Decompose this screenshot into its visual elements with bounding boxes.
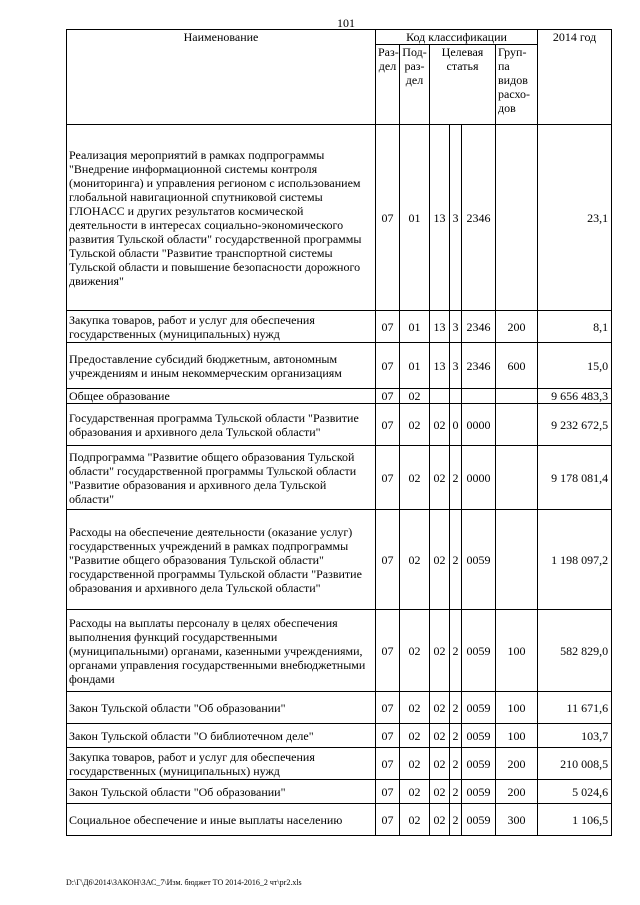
table-row — [67, 125, 612, 311]
cell-c2: 3 — [450, 125, 462, 311]
cell-c1: 02 — [430, 446, 450, 510]
cell-c1: 13 — [430, 125, 450, 311]
cell-rz: 07 — [376, 804, 400, 836]
cell-name: Расходы на обеспечение деятельности (оказание услуг) государственных учреждений в рамках подпрограммы "Развитие общего образования Тульской области" государственной программы Тульской области "Развитие образования и архивного дела Тульской области" — [67, 510, 376, 610]
cell-name: Подпрограмма "Развитие общего образования Тульской области" государственной программы Тульской области "Развитие образования и архивного дела Тульской области" — [67, 446, 376, 510]
header-target: Целевая статья — [430, 45, 496, 125]
cell-name: Государственная программа Тульской области "Развитие образования и архивного дела Тульской области" — [67, 404, 376, 446]
cell-c3: 0000 — [462, 446, 496, 510]
cell-sum: 23,1 — [538, 125, 612, 311]
cell-pr: 02 — [400, 692, 430, 724]
cell-vr — [496, 404, 538, 446]
table-row — [67, 724, 612, 748]
cell-vr — [496, 510, 538, 610]
cell-c2: 2 — [450, 780, 462, 804]
cell-c3 — [462, 389, 496, 404]
cell-rz: 07 — [376, 311, 400, 343]
cell-sum: 9 178 081,4 — [538, 446, 612, 510]
cell-c1: 13 — [430, 343, 450, 389]
cell-vr: 100 — [496, 692, 538, 724]
cell-c3: 0059 — [462, 748, 496, 780]
cell-name: Закон Тульской области "Об образовании" — [67, 780, 376, 804]
cell-c1: 02 — [430, 780, 450, 804]
cell-vr: 200 — [496, 780, 538, 804]
cell-c2: 2 — [450, 692, 462, 724]
cell-sum: 103,7 — [538, 724, 612, 748]
table-row — [67, 343, 612, 389]
cell-vr — [496, 446, 538, 510]
cell-vr: 200 — [496, 748, 538, 780]
cell-rz: 07 — [376, 610, 400, 692]
cell-sum: 5 024,6 — [538, 780, 612, 804]
cell-sum: 210 008,5 — [538, 748, 612, 780]
cell-rz: 07 — [376, 724, 400, 748]
cell-vr: 100 — [496, 724, 538, 748]
cell-sum: 1 198 097,2 — [538, 510, 612, 610]
cell-sum: 11 671,6 — [538, 692, 612, 724]
cell-c3: 2346 — [462, 311, 496, 343]
cell-c3: 2346 — [462, 125, 496, 311]
cell-rz: 07 — [376, 446, 400, 510]
table-row — [67, 804, 612, 836]
cell-c3: 2346 — [462, 343, 496, 389]
table-row — [67, 389, 612, 404]
cell-c1: 02 — [430, 610, 450, 692]
cell-rz: 07 — [376, 389, 400, 404]
cell-vr: 600 — [496, 343, 538, 389]
cell-c3: 0059 — [462, 804, 496, 836]
cell-c2: 2 — [450, 510, 462, 610]
cell-name: Закон Тульской области "Об образовании" — [67, 692, 376, 724]
cell-c3: 0059 — [462, 724, 496, 748]
cell-c2: 2 — [450, 804, 462, 836]
cell-rz: 07 — [376, 692, 400, 724]
header-year: 2014 год — [538, 30, 612, 125]
cell-pr: 02 — [400, 389, 430, 404]
budget-table — [66, 29, 612, 836]
cell-sum: 15,0 — [538, 343, 612, 389]
cell-c3: 0000 — [462, 404, 496, 446]
cell-pr: 02 — [400, 804, 430, 836]
header-podrazdel: Под- раз- дел — [400, 45, 430, 125]
cell-c1: 02 — [430, 748, 450, 780]
cell-rz: 07 — [376, 780, 400, 804]
cell-vr: 100 — [496, 610, 538, 692]
table-row — [67, 610, 612, 692]
cell-pr: 01 — [400, 343, 430, 389]
cell-vr: 200 — [496, 311, 538, 343]
cell-c3: 0059 — [462, 610, 496, 692]
cell-c1: 02 — [430, 510, 450, 610]
cell-c2: 3 — [450, 311, 462, 343]
header-group: Груп- па видов расхо- дов — [496, 45, 538, 125]
cell-name: Закон Тульской области "О библиотечном деле" — [67, 724, 376, 748]
table-row — [67, 692, 612, 724]
header-razdel: Раз- дел — [376, 45, 400, 125]
cell-c3: 0059 — [462, 692, 496, 724]
cell-name: Общее образование — [67, 389, 376, 404]
cell-name: Расходы на выплаты персоналу в целях обеспечения выполнения функций государственными (муниципальными) органами, казенными учреждениями, органами управления государственными внебюджетными фондами — [67, 610, 376, 692]
cell-name: Реализация мероприятий в рамках подпрограммы "Внедрение информационной системы контроля (мониторинга) и управления регионом с использованием глобальной навигационной спутниковой системы ГЛОНАСС и других результатов космической деятельности в интересах социально-экономического развития Тульской области" государственной программы Тульской области "Развитие транспортной системы Тульской области и повышение безопасности дорожного движения" — [67, 125, 376, 311]
cell-c1: 02 — [430, 724, 450, 748]
cell-vr — [496, 389, 538, 404]
page-number: 101 — [337, 16, 355, 30]
cell-c3: 0059 — [462, 780, 496, 804]
table-row — [67, 748, 612, 780]
file-path-footer: D:\Г\Д6\2014\ЗАКОН\ЗАС_7\Изм. бюджет ТО 2014-2016_2 чт\pr2.xls — [66, 878, 302, 887]
cell-c1 — [430, 389, 450, 404]
cell-c1: 02 — [430, 692, 450, 724]
cell-pr: 02 — [400, 404, 430, 446]
table-row — [67, 404, 612, 446]
cell-c2 — [450, 389, 462, 404]
cell-pr: 01 — [400, 311, 430, 343]
cell-pr: 02 — [400, 780, 430, 804]
cell-c2: 0 — [450, 404, 462, 446]
cell-c1: 02 — [430, 404, 450, 446]
cell-c1: 13 — [430, 311, 450, 343]
cell-c2: 2 — [450, 724, 462, 748]
cell-vr — [496, 125, 538, 311]
cell-sum: 9 656 483,3 — [538, 389, 612, 404]
cell-sum: 582 829,0 — [538, 610, 612, 692]
cell-rz: 07 — [376, 343, 400, 389]
header-code: Код классификации — [376, 30, 538, 45]
cell-rz: 07 — [376, 748, 400, 780]
header-name: Наименование — [67, 30, 376, 125]
cell-sum: 1 106,5 — [538, 804, 612, 836]
cell-c1: 02 — [430, 804, 450, 836]
cell-sum: 9 232 672,5 — [538, 404, 612, 446]
cell-rz: 07 — [376, 404, 400, 446]
cell-c2: 2 — [450, 610, 462, 692]
cell-rz: 07 — [376, 510, 400, 610]
table-row — [67, 446, 612, 510]
cell-c2: 3 — [450, 343, 462, 389]
table-row — [67, 311, 612, 343]
cell-pr: 02 — [400, 724, 430, 748]
cell-pr: 02 — [400, 748, 430, 780]
cell-name: Социальное обеспечение и иные выплаты населению — [67, 804, 376, 836]
header-row — [67, 30, 612, 45]
cell-c2: 2 — [450, 748, 462, 780]
cell-pr: 02 — [400, 446, 430, 510]
cell-rz: 07 — [376, 125, 400, 311]
cell-name: Закупка товаров, работ и услуг для обеспечения государственных (муниципальных) нужд — [67, 748, 376, 780]
cell-name: Предоставление субсидий бюджетным, автономным учреждениям и иным некоммерческим организациям — [67, 343, 376, 389]
cell-c2: 2 — [450, 446, 462, 510]
cell-pr: 01 — [400, 125, 430, 311]
cell-vr: 300 — [496, 804, 538, 836]
cell-c3: 0059 — [462, 510, 496, 610]
cell-pr: 02 — [400, 610, 430, 692]
cell-name: Закупка товаров, работ и услуг для обеспечения государственных (муниципальных) нужд — [67, 311, 376, 343]
table-row — [67, 510, 612, 610]
cell-sum: 8,1 — [538, 311, 612, 343]
cell-pr: 02 — [400, 510, 430, 610]
table-row — [67, 780, 612, 804]
